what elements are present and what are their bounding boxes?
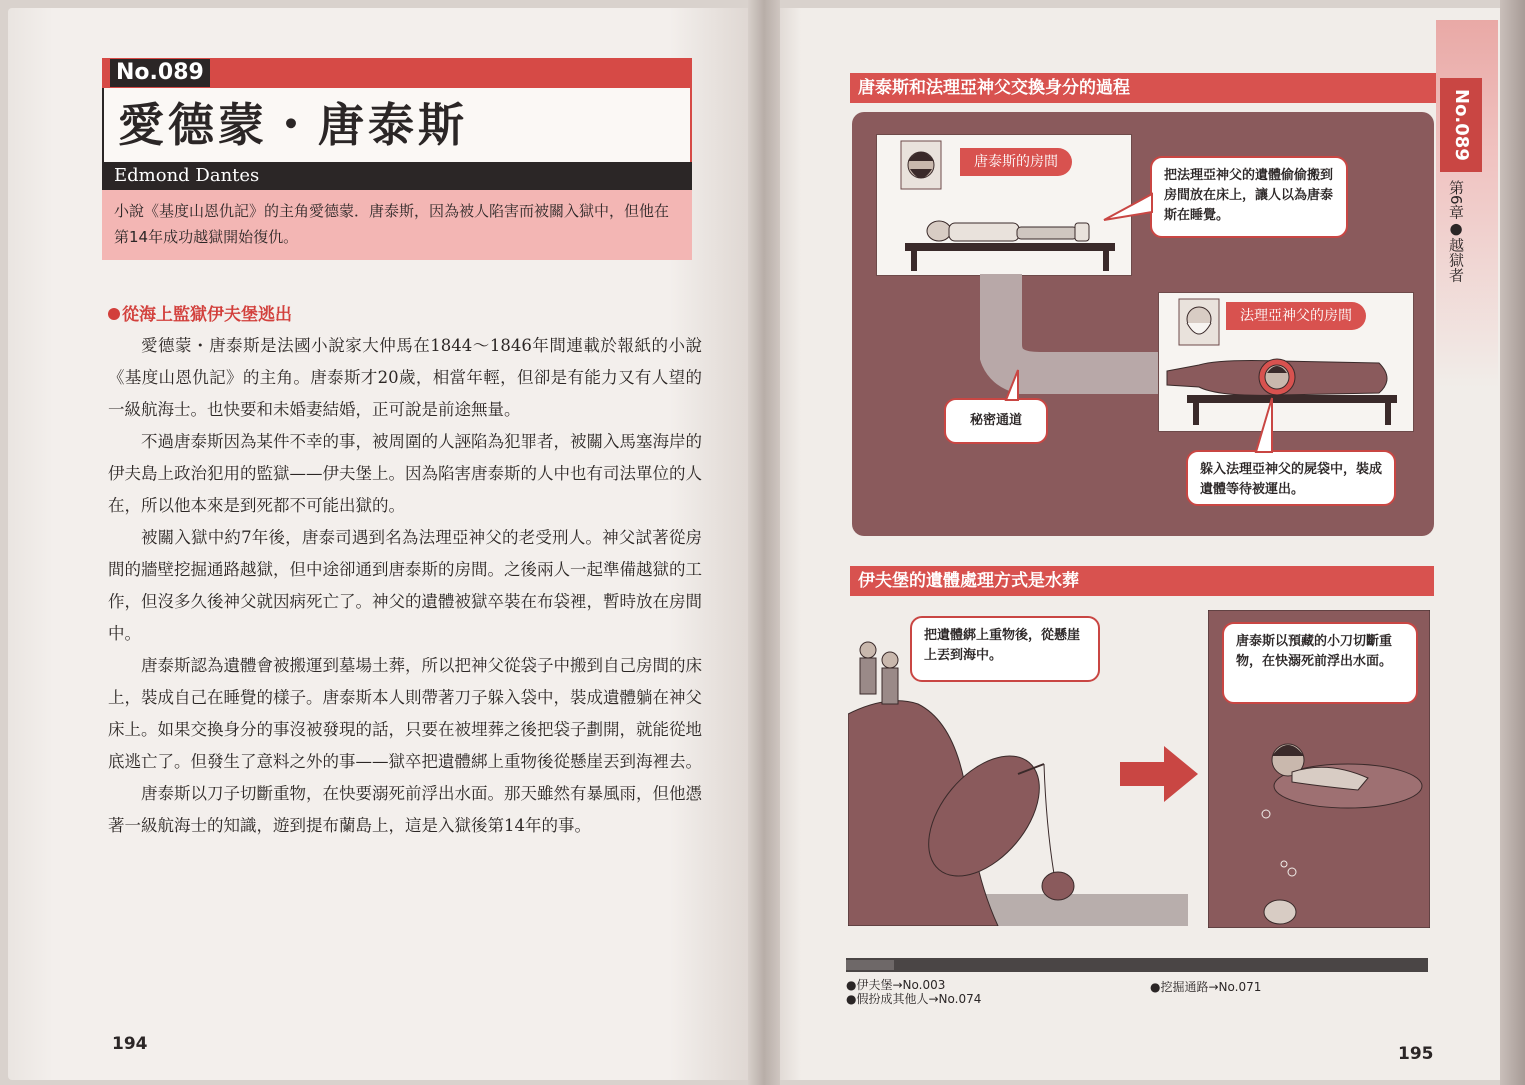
related-links [846, 958, 1428, 1006]
side-chapter-label: 第6章●越獄者 [1447, 180, 1465, 283]
room-faria-label: 法理亞神父的房間 [1226, 302, 1366, 330]
book-edge [1500, 0, 1525, 1085]
paragraph: 不過唐泰斯因為某件不幸的事，被周圍的人誣陷為犯罪者，被關入馬塞海岸的伊夫島上政治犯用的監獄——伊夫堡上。因為陷害唐泰斯的人中也有司法單位的人在，所以他本來是到死都不可能出獄的。 [108, 432, 702, 515]
page-number-left: 194 [112, 1034, 148, 1054]
bullet-icon [108, 308, 120, 320]
callout-thrown-into-sea: 把遺體綁上重物後，從懸崖上丟到海中。 [910, 616, 1100, 682]
body-text [108, 330, 702, 842]
entry-title-box [102, 88, 692, 162]
tunnel-label-pointer [996, 368, 1026, 402]
related-link[interactable]: ●假扮成其他人→No.074 [846, 992, 982, 1006]
callout-swap-body: 把法理亞神父的遺體偷偷搬到房間放在床上，讓人以為唐泰斯在睡覺。 [1150, 156, 1348, 238]
book-gutter [748, 0, 780, 1085]
arrow-right-icon [1120, 744, 1200, 804]
entry-header [102, 58, 692, 260]
room-dantes-label: 唐泰斯的房間 [960, 148, 1072, 176]
callout2-pointer [1250, 396, 1280, 454]
entry-number: No.089 [110, 59, 210, 87]
related-links-tag [846, 960, 894, 970]
related-link[interactable]: ●伊夫堡→No.003 [846, 978, 946, 992]
figure1-title: 唐泰斯和法理亞神父交換身分的過程 [850, 73, 1436, 103]
entry-summary: 小說《基度山恩仇記》的主角愛德蒙．唐泰斯，因為被人陷害而被關入獄中，但他在第14年成功越獄開始復仇。 [102, 190, 692, 260]
entry-title: 愛德蒙・唐泰斯 [118, 98, 468, 152]
tunnel-label: 秘密通道 [944, 398, 1048, 444]
paragraph: 被關入獄中約7年後，唐泰司遇到名為法理亞神父的老受刑人。神父試著從房間的牆壁挖掘通路越獄，但中途卻通到唐泰斯的房間。之後兩人一起準備越獄的工作，但沒多久後神父就因病死亡了。神父的遺體被獄卒裝在布袋裡，暫時放在房間中。 [108, 528, 702, 643]
paragraph: 唐泰斯以刀子切斷重物，在快要溺死前浮出水面。那天雖然有暴風雨，但他憑著一級航海士的知識，遊到提布蘭島上，這是入獄後第14年的事。 [108, 784, 702, 835]
side-tab-entry-number: No.089 [1440, 78, 1482, 172]
callout-pointer [1100, 190, 1156, 224]
related-link[interactable]: ●挖掘通路→No.071 [1150, 980, 1262, 994]
paragraph: 愛德蒙・唐泰斯是法國小說家大仲馬在1844～1846年間連載於報紙的小說《基度山恩仇記》的主角。唐泰斯才20歲，相當年輕，但卻是有能力又有人望的一級航海士。也快要和未婚妻結婚，正可說是前途無量。 [108, 336, 702, 419]
entry-title-en: Edmond Dantes [102, 162, 692, 190]
paragraph: 唐泰斯認為遺體會被搬運到墓場土葬，所以把神父從袋子中搬到自己房間的床上，裝成自己在睡覺的樣子。唐泰斯本人則帶著刀子躲入袋中，裝成遺體躺在神父床上。如果交換身分的事沒被發現的話，只要在被埋葬之後把袋子劃開，就能從地底逃亡了。但發生了意料之外的事——獄卒把遺體綁上重物後從懸崖丟到海裡去。 [108, 656, 702, 771]
header-red-bar [102, 58, 692, 88]
callout-cut-weight: 唐泰斯以預藏的小刀切斷重物，在快溺死前浮出水面。 [1222, 622, 1418, 704]
callout-hide-in-bag: 躲入法理亞神父的屍袋中，裝成遺體等待被運出。 [1186, 450, 1396, 506]
related-links-bar [846, 958, 1428, 972]
section-heading [108, 300, 292, 325]
page-number-right: 195 [1398, 1044, 1434, 1064]
figure2-title: 伊夫堡的遺體處理方式是水葬 [850, 566, 1434, 596]
section-heading-text: 從海上監獄伊夫堡逃出 [122, 305, 292, 325]
